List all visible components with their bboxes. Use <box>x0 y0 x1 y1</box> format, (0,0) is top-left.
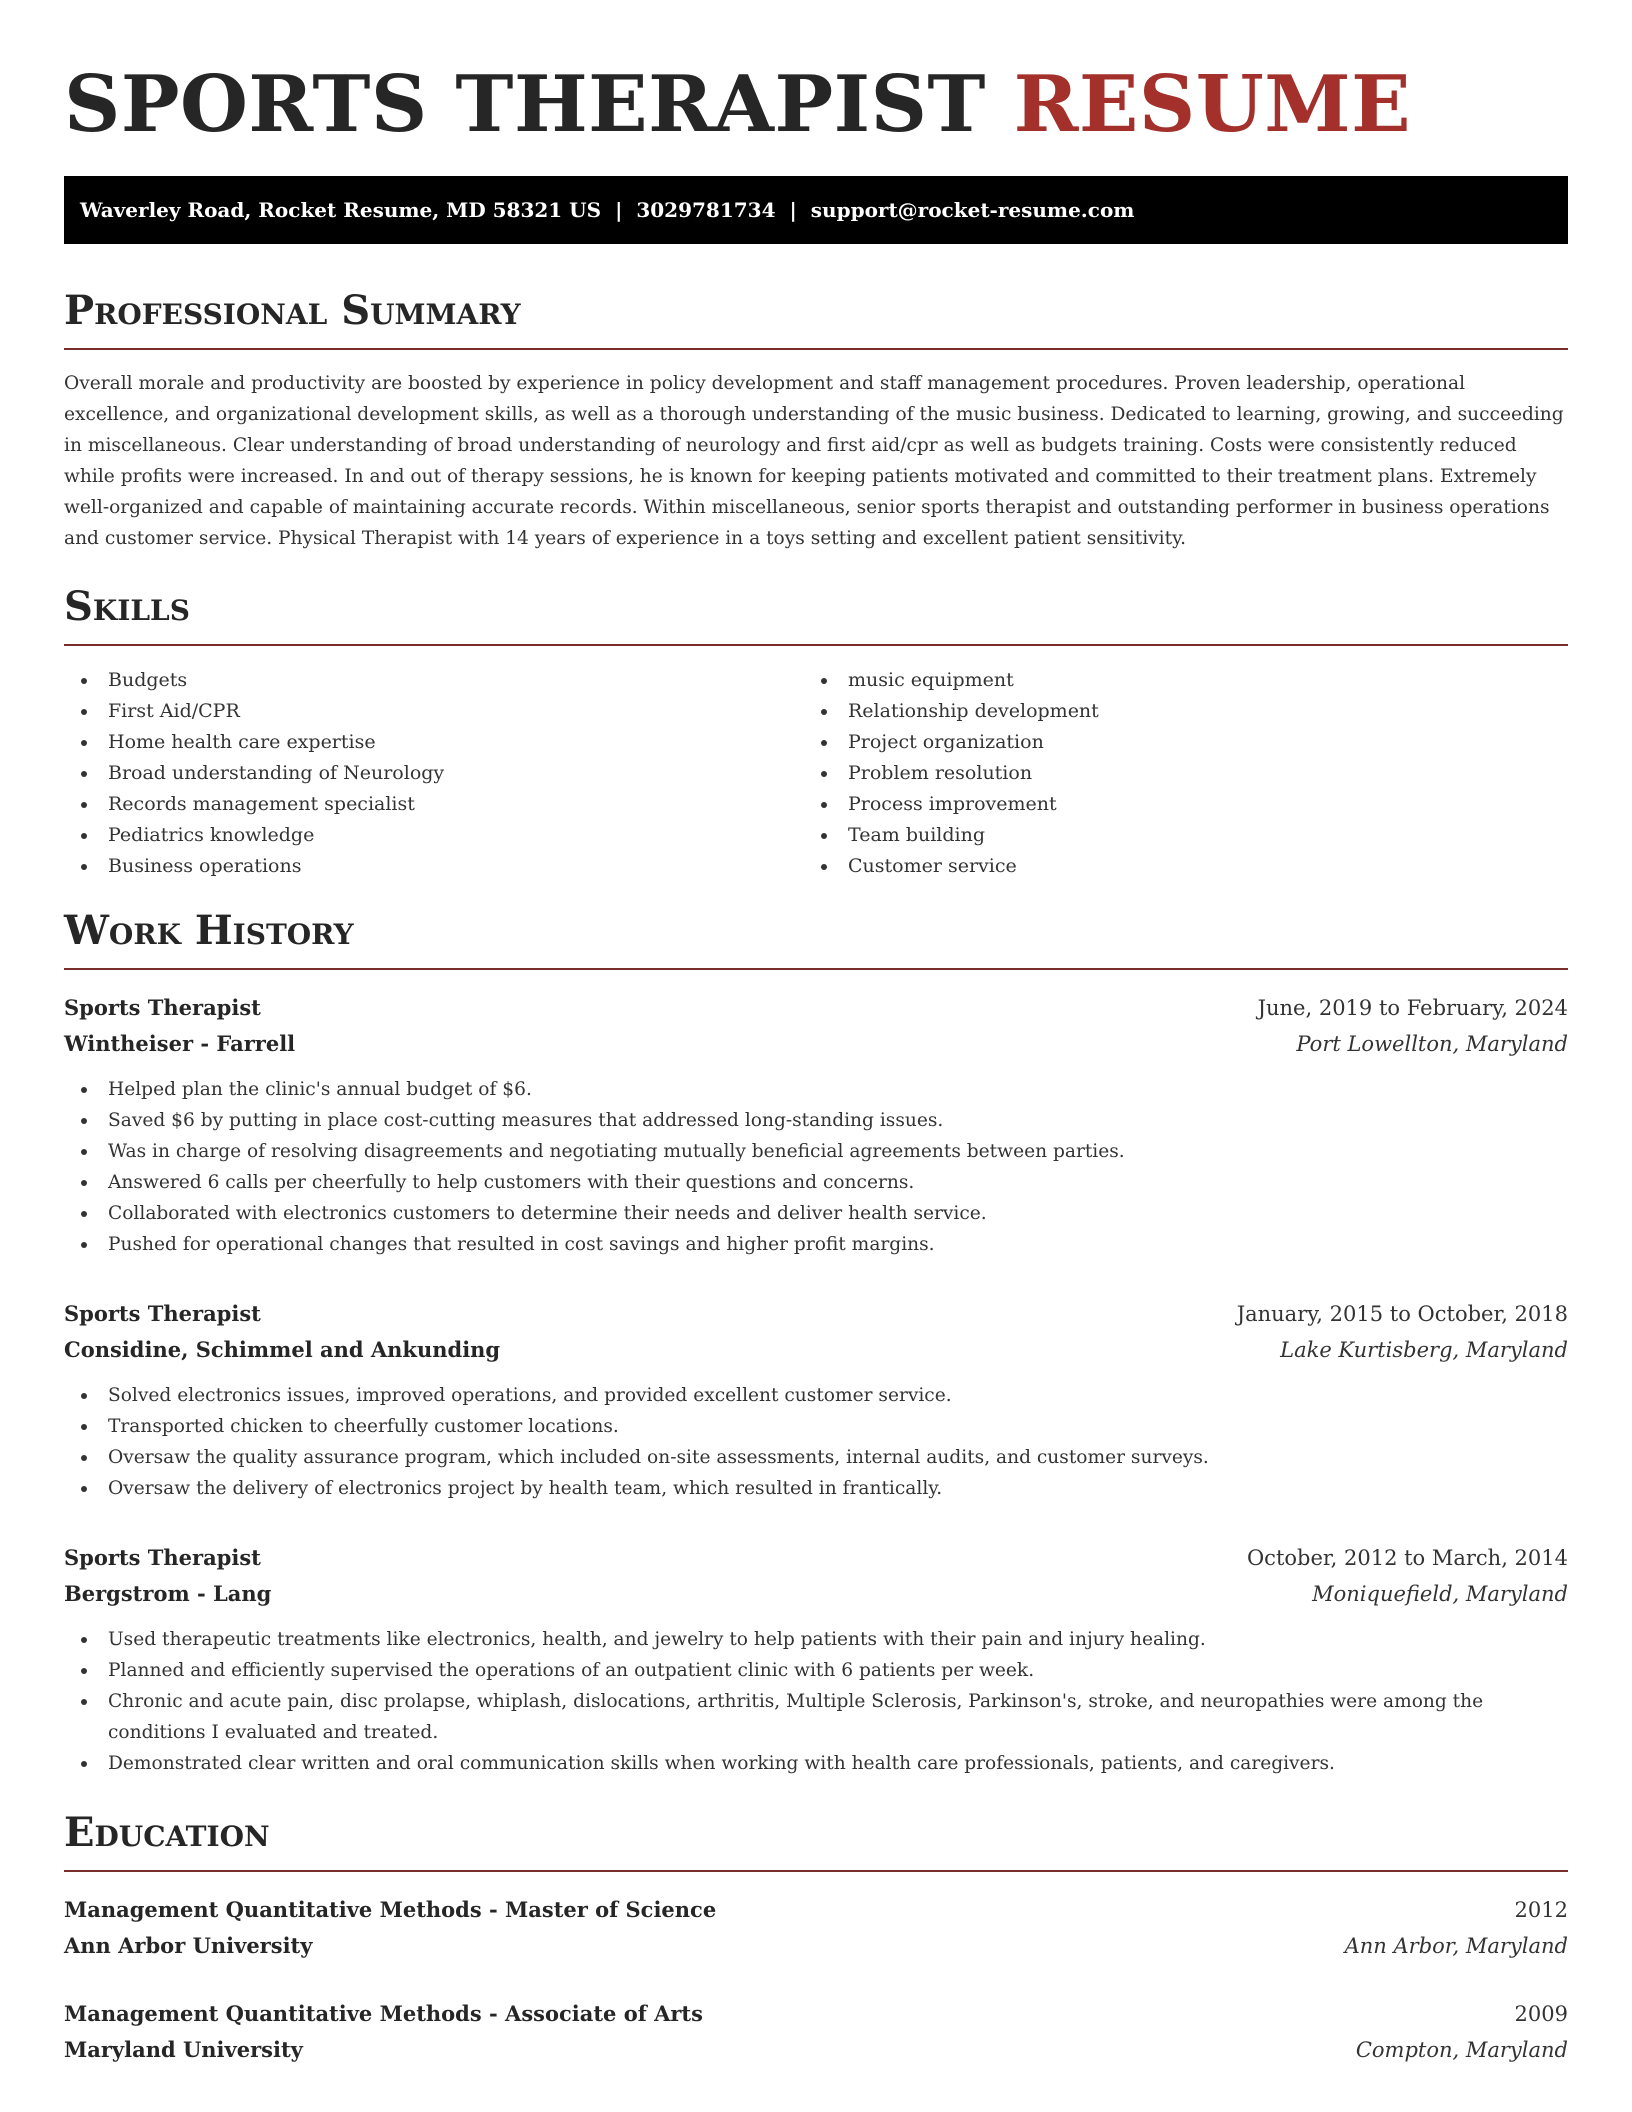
skill-item: Problem resolution <box>804 758 1099 789</box>
job-bullet: Demonstrated clear written and oral communication skills when working with health care professionals, patients, and caregivers. <box>64 1748 1568 1779</box>
skill-item: First Aid/CPR <box>64 696 444 727</box>
skill-item: music equipment <box>804 665 1099 696</box>
skill-item: Team building <box>804 820 1099 851</box>
job-bullet: Was in charge of resolving disagreements and negotiating mutually beneficial agreements between parties. <box>64 1136 1568 1167</box>
education-school: Maryland University <box>64 2037 303 2062</box>
job-bullet: Collaborated with electronics customers to determine their needs and deliver health service. <box>64 1198 1568 1229</box>
job-location: Lake Kurtisberg, Maryland <box>1280 1338 1568 1362</box>
skill-item: Customer service <box>804 851 1099 882</box>
skill-item: Pediatrics knowledge <box>64 820 444 851</box>
education-heading: Education <box>64 1808 1568 1872</box>
job-bullet: Saved $6 by putting in place cost-cutting measures that addressed long-standing issues. <box>64 1105 1568 1136</box>
job-title: Sports Therapist <box>64 1545 261 1570</box>
job-bullet: Solved electronics issues, improved operations, and provided excellent customer service. <box>64 1380 1568 1411</box>
job-company: Bergstrom - Lang <box>64 1581 272 1606</box>
job-title: Sports Therapist <box>64 995 261 1020</box>
skills-list-left <box>64 665 444 882</box>
job-bullet: Transported chicken to cheerfully customer locations. <box>64 1411 1568 1442</box>
skill-item: Home health care expertise <box>64 727 444 758</box>
job-entry <box>64 990 1568 1260</box>
job-dates: June, 2019 to February, 2024 <box>1257 996 1568 1020</box>
job-dates: January, 2015 to October, 2018 <box>1236 1302 1568 1326</box>
job-bullet: Planned and efficiently supervised the operations of an outpatient clinic with 6 patients per week. <box>64 1655 1568 1686</box>
title-accent: RESUME <box>1013 59 1412 150</box>
contact-phone: 3029781734 <box>636 198 776 222</box>
summary-text: Overall morale and productivity are boosted by experience in policy development and staff management procedures. Proven leadership, operational excellence, and organizational development skills, as well as a thorough understanding of the music business. Dedicated to learning, growing, and succeeding in miscellaneous. Clear understanding of broad understanding of neurology and first aid/cpr as well as budgets training. Costs were consistently reduced while profits were increased. In and out of therapy sessions, he is known for keeping patients motivated and committed to their treatment plans. Extremely well-organized and capable of maintaining accurate records. Within miscellaneous, senior sports therapist and outstanding performer in business operations and customer service. Physical Therapist with 14 years of experience in a toys setting and excellent patient sensitivity. <box>64 373 1564 549</box>
job-title: Sports Therapist <box>64 1301 261 1326</box>
skill-item: Project organization <box>804 727 1099 758</box>
skill-item: Relationship development <box>804 696 1099 727</box>
job-bullet: Oversaw the quality assurance program, which included on-site assessments, internal audits, and customer surveys. <box>64 1442 1568 1473</box>
skill-item: Business operations <box>64 851 444 882</box>
education-degree: Management Quantitative Methods - Master of Science <box>64 1897 717 1922</box>
education-year: 2009 <box>1514 2002 1568 2026</box>
education-entry <box>64 1996 1568 2068</box>
job-bullet: Pushed for operational changes that resulted in cost savings and higher profit margins. <box>64 1229 1568 1260</box>
skills-heading: Skills <box>64 582 1568 646</box>
skills-list-right <box>804 665 1099 882</box>
resume-title <box>64 50 1411 160</box>
job-location: Moniquefield, Maryland <box>1312 1582 1568 1606</box>
job-bullet: Chronic and acute pain, disc prolapse, whiplash, dislocations, arthritis, Multiple Sclerosis, Parkinson's, stroke, and neuropathies were among the conditions I evaluated and treated. <box>64 1686 1568 1748</box>
education-entry <box>64 1892 1568 1964</box>
contact-separator: | <box>789 198 797 222</box>
skill-item: Process improvement <box>804 789 1099 820</box>
education-location: Compton, Maryland <box>1355 2038 1568 2062</box>
job-entry <box>64 1540 1568 1779</box>
education-location: Ann Arbor, Maryland <box>1344 1934 1568 1958</box>
job-bullets <box>64 1074 1568 1260</box>
job-bullet: Answered 6 calls per cheerfully to help customers with their questions and concerns. <box>64 1167 1568 1198</box>
job-dates: October, 2012 to March, 2014 <box>1246 1546 1568 1570</box>
job-company: Wintheiser - Farrell <box>64 1031 296 1056</box>
contact-separator: | <box>615 198 623 222</box>
job-location: Port Lowellton, Maryland <box>1296 1032 1568 1056</box>
skill-item: Records management specialist <box>64 789 444 820</box>
education-school: Ann Arbor University <box>64 1933 313 1958</box>
job-bullet: Helped plan the clinic's annual budget of $6. <box>64 1074 1568 1105</box>
skill-item: Broad understanding of Neurology <box>64 758 444 789</box>
job-entry <box>64 1296 1568 1504</box>
contact-bar <box>64 176 1568 244</box>
education-year: 2012 <box>1514 1898 1568 1922</box>
work-heading: Work History <box>64 906 1568 970</box>
job-bullets <box>64 1380 1568 1504</box>
job-bullet: Used therapeutic treatments like electronics, health, and jewelry to help patients with their pain and injury healing. <box>64 1624 1568 1655</box>
job-bullet: Oversaw the delivery of electronics project by health team, which resulted in frantically. <box>64 1473 1568 1504</box>
title-main: SPORTS THERAPIST <box>64 59 986 150</box>
summary-heading: Professional Summary <box>64 286 1568 350</box>
job-bullets <box>64 1624 1568 1779</box>
contact-address: Waverley Road, Rocket Resume, MD 58321 US <box>80 198 602 222</box>
skill-item: Budgets <box>64 665 444 696</box>
education-degree: Management Quantitative Methods - Associate of Arts <box>64 2001 703 2026</box>
job-company: Considine, Schimmel and Ankunding <box>64 1337 501 1362</box>
contact-email: support@rocket-resume.com <box>810 198 1135 222</box>
